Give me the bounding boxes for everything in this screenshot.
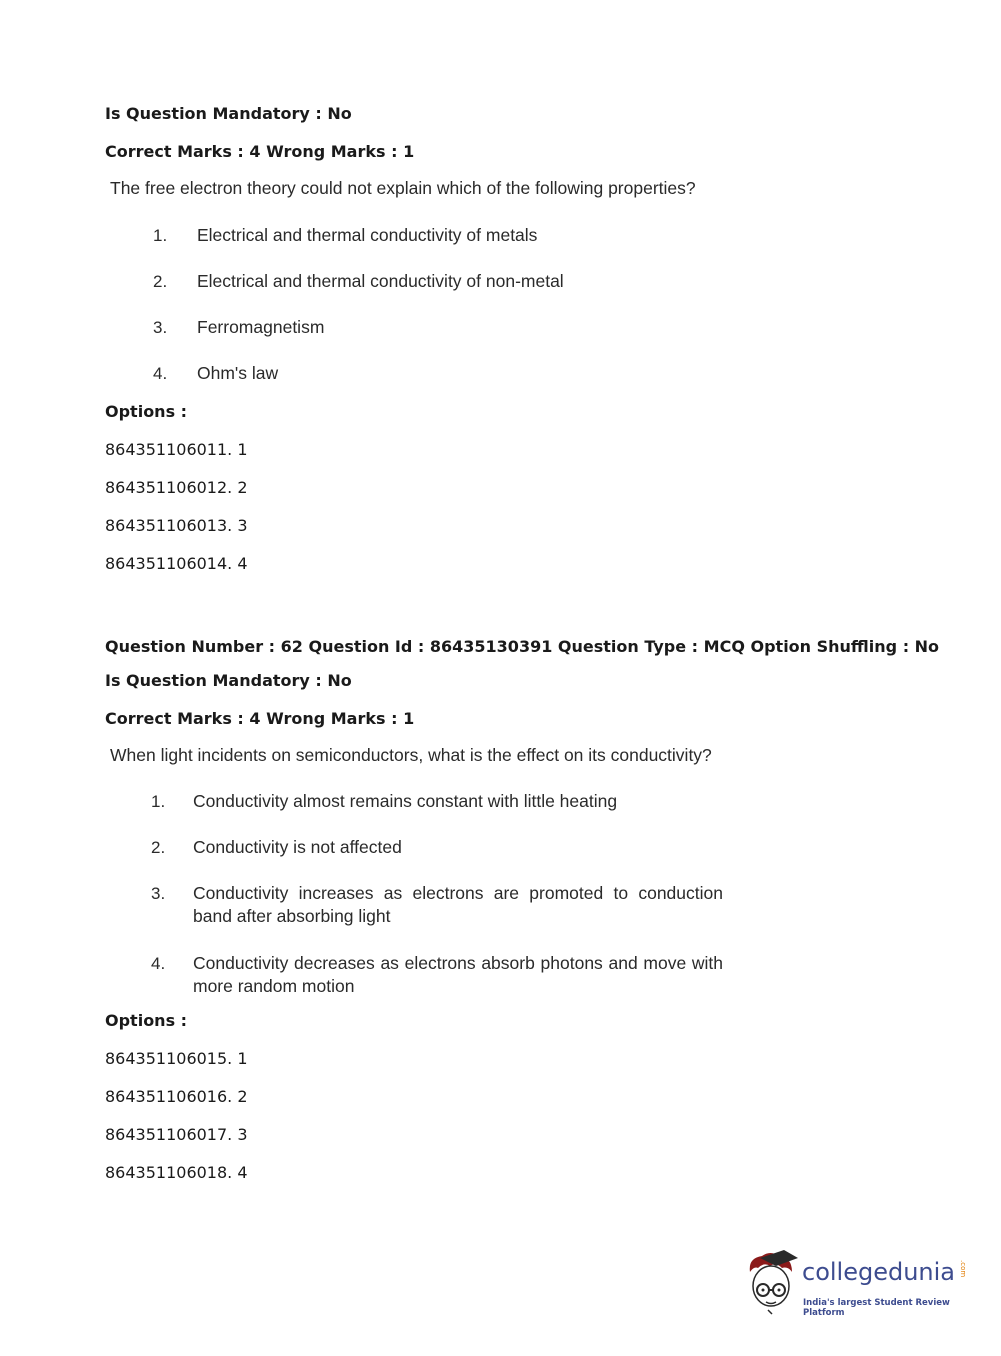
q2-marks: Correct Marks : 4 Wrong Marks : 1 (105, 709, 415, 728)
q2-choice-4-text: Conductivity decreases as electrons absorb photons and move with more random motion (193, 953, 723, 996)
collegedunia-logo[interactable] (740, 1248, 970, 1318)
q1-choice-3-number: 3. (153, 318, 168, 337)
q2-choice-1-text: Conductivity almost remains constant with little heating (193, 791, 618, 811)
q1-mandatory: Is Question Mandatory : No (105, 104, 352, 123)
q2-choice-4-number: 4. (151, 954, 166, 973)
q2-choice-2-number: 2. (151, 838, 166, 857)
q1-choice-4-number: 4. (153, 364, 168, 383)
q1-choice-2-text: Electrical and thermal conductivity of non-metal (197, 271, 564, 291)
q2-header: Question Number : 62 Question Id : 86435130391 Question Type : MCQ Option Shuffling : No (105, 637, 940, 656)
q1-choice-3-text: Ferromagnetism (197, 317, 325, 337)
q1-choice-1-text: Electrical and thermal conductivity of metals (197, 225, 538, 245)
q2-options-label: Options : (105, 1011, 188, 1030)
logo-suffix: .com (959, 1260, 967, 1278)
q2-option-id-2: 864351106016. 2 (105, 1087, 248, 1106)
q2-option-id-4: 864351106018. 4 (105, 1163, 248, 1182)
q1-option-id-4: 864351106014. 4 (105, 554, 248, 573)
q2-option-id-1: 864351106015. 1 (105, 1049, 248, 1068)
q2-choice-3-text: Conductivity increases as electrons are promoted to conduction band after absorbing light (193, 883, 723, 926)
q2-option-id-3: 864351106017. 3 (105, 1125, 248, 1144)
q1-choice-2-number: 2. (153, 272, 168, 291)
q1-option-id-2: 864351106012. 2 (105, 478, 248, 497)
q1-option-id-3: 864351106013. 3 (105, 516, 248, 535)
q2-choice-1-number: 1. (151, 792, 166, 811)
logo-wordmark: collegedunia (802, 1258, 956, 1286)
q1-marks: Correct Marks : 4 Wrong Marks : 1 (105, 142, 415, 161)
q1-option-id-1: 864351106011. 1 (105, 440, 248, 459)
q2-choice-2-text: Conductivity is not affected (193, 837, 402, 857)
q1-question-text: The free electron theory could not explain which of the following properties? (110, 178, 696, 198)
q1-choice-4-text: Ohm's law (197, 363, 279, 383)
mascot-icon (740, 1248, 802, 1318)
q1-options-label: Options : (105, 402, 188, 421)
logo-tagline: India's largest Student Review Platform (803, 1298, 950, 1318)
q2-choice-3-number: 3. (151, 884, 166, 903)
q2-mandatory: Is Question Mandatory : No (105, 671, 352, 690)
q1-choice-1-number: 1. (153, 226, 168, 245)
q2-question-text: When light incidents on semiconductors, what is the effect on its conductivity? (110, 745, 712, 765)
